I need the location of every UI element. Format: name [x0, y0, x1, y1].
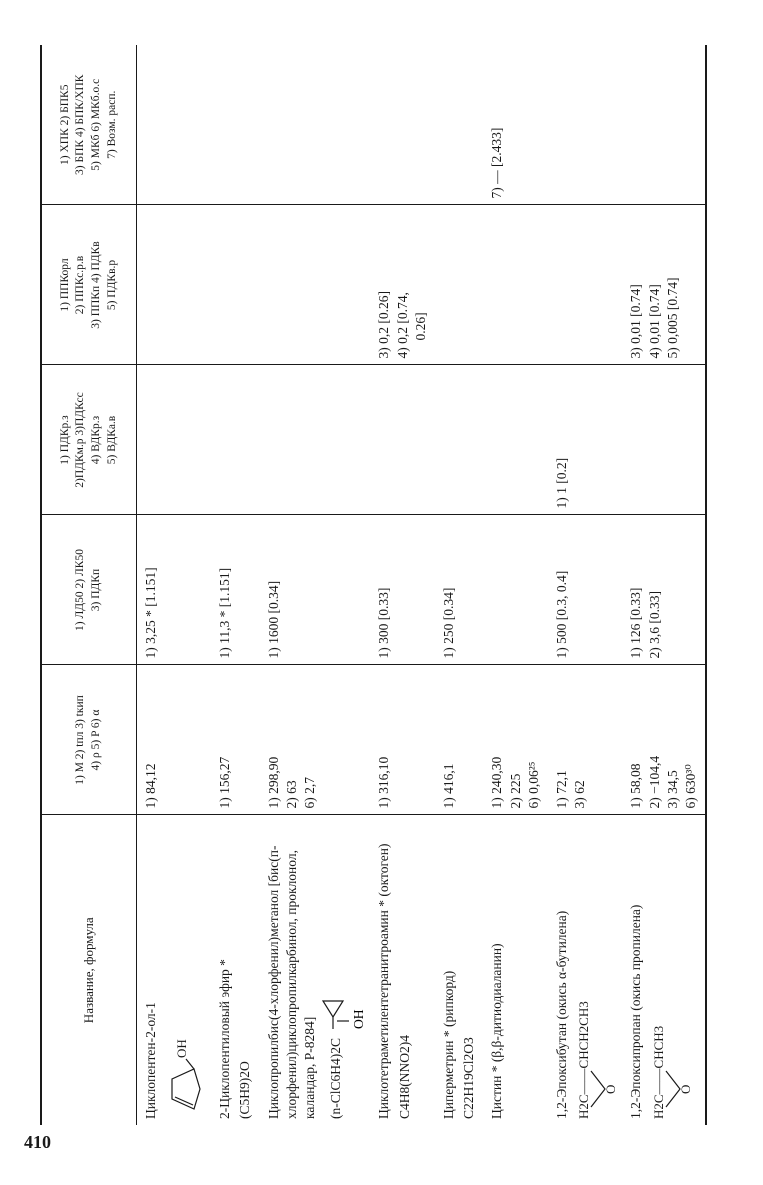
data-table	[40, 45, 707, 1125]
water-limits-cell: 3) 0,2 [0.26] 4) 0,2 [0.74, 0.26]	[370, 205, 435, 365]
toxicity-cell: 1) 3,25 * [1.151]	[137, 515, 212, 665]
compound-name: Циклотетраметилентетранитроамин * (октоген)	[376, 843, 392, 1119]
compound-name: 1,2-Эпоксибутан (окись α-бутилена)	[554, 910, 570, 1119]
compound-cell	[211, 815, 259, 1125]
svg-text:OH: OH	[174, 1039, 190, 1058]
compound-cell	[137, 815, 212, 1125]
header-row	[41, 45, 137, 1125]
water-limits-cell	[435, 205, 483, 365]
compound-formula: C22H19Cl2O3	[461, 1037, 477, 1119]
table-row	[137, 45, 212, 1125]
water-limits-cell	[211, 205, 259, 365]
physical-props-cell: 1) 84,12	[137, 665, 212, 815]
biodegradation-cell	[137, 45, 212, 205]
biodegradation-cell	[622, 45, 706, 205]
water-limits-cell	[483, 205, 548, 365]
svg-text:O: O	[677, 1084, 693, 1094]
svg-text:H2C——CHCH3: H2C——CHCH3	[650, 1025, 666, 1119]
physical-props-cell: 1) 58,08 2) −104,4 3) 34,5 6) 630³⁰	[622, 665, 706, 815]
page-number: 410	[24, 1132, 51, 1152]
physical-props-cell: 1) 156,27	[211, 665, 259, 815]
water-limits-cell	[548, 205, 622, 365]
water-limits-cell	[137, 205, 212, 365]
proclonol-structure	[319, 822, 365, 1120]
biodegradation-cell	[370, 45, 435, 205]
toxicity-cell: 1) 500 [0.3, 0.4]	[548, 515, 622, 665]
biodegradation-cell	[260, 45, 371, 205]
svg-text:H2C——CHCH2CH3: H2C——CHCH2CH3	[576, 1001, 592, 1119]
biodegradation-cell	[435, 45, 483, 205]
air-limits-cell: 1) 1 [0.2]	[548, 365, 622, 515]
air-limits-cell	[211, 365, 259, 515]
compound-cell	[483, 815, 548, 1125]
table-row	[211, 45, 259, 1125]
water-limits-cell: 3) 0,01 [0.74] 4) 0,01 [0.74] 5) 0,005 [0.74]	[622, 205, 706, 365]
physical-props-cell: 1) 416,1	[435, 665, 483, 815]
air-limits-cell	[622, 365, 706, 515]
air-limits-cell	[137, 365, 212, 515]
table-row	[370, 45, 435, 1125]
biodegradation-cell	[211, 45, 259, 205]
physical-props-cell: 1) 298,90 2) 63 6) 2,7	[260, 665, 371, 815]
rotated-table-container	[40, 45, 720, 1125]
table-row	[435, 45, 483, 1125]
compound-cell	[548, 815, 622, 1125]
physical-props-cell: 1) 240,30 2) 225 6) 0,06²⁵	[483, 665, 548, 815]
toxicity-cell: 1) 11,3 * [1.151]	[211, 515, 259, 665]
toxicity-cell: 1) 250 [0.34]	[435, 515, 483, 665]
cyclopropyl-structure-icon	[319, 951, 365, 1031]
physical-props-cell: 1) 316,10	[370, 665, 435, 815]
compound-cell	[370, 815, 435, 1125]
toxicity-cell: 1) 300 [0.33]	[370, 515, 435, 665]
biodegradation-cell	[548, 45, 622, 205]
compound-formula: (n-ClC6H4)2C	[328, 1038, 344, 1119]
epoxybutane-structure-icon	[575, 929, 619, 1119]
table-row	[483, 45, 548, 1125]
compound-name: 2-Циклопентиловый эфир *	[217, 959, 233, 1119]
header-name-formula: Название, формула	[81, 917, 97, 1024]
header-toxicity: 1) ЛД50 2) ЛК50 3) ПДКп	[41, 515, 137, 665]
compound-name: Цистин * (β,β-дитиодиаланин)	[489, 943, 505, 1119]
table-row	[622, 45, 706, 1125]
svg-text:OH: OH	[351, 1009, 367, 1029]
header-physical-props: 1) M 2) tпл 3) tкип 4) ρ 5) P 6) α	[41, 665, 137, 815]
epoxypropane-structure-icon	[650, 929, 693, 1119]
biodegradation-cell: 7) — [2.433]	[483, 45, 548, 205]
table-row	[548, 45, 622, 1125]
header-biodegradation: 1) ХПК 2) БПК5 3) БПК 4) БПК/ХПК 5) МКб 6) МКб.о.с 7) Возм. расп.	[41, 45, 137, 205]
toxicity-cell	[483, 515, 548, 665]
compound-formula: C4H8(NNO2)4	[396, 1035, 412, 1119]
compound-name: 1,2-Эпоксипропан (окись пропилена)	[628, 904, 644, 1119]
air-limits-cell	[483, 365, 548, 515]
compound-cell	[622, 815, 706, 1125]
compound-name: Циперметрин * (рипкорд)	[440, 970, 456, 1119]
air-limits-cell	[370, 365, 435, 515]
svg-text:O: O	[603, 1084, 619, 1094]
header-water-limits: 1) ППКорл 2) ППКс.р.в 3) ППКп 4) ПДКв 5) ПДКв.р	[41, 205, 137, 365]
cyclopentenol-structure-icon	[164, 999, 204, 1119]
compound-name: Циклопентен-2-ол-1	[143, 1002, 158, 1119]
compound-name: Циклопропилбис(4-хлорфенил)метанол [бис(п-хлорфенил)циклопропилкарбинол, проклонол, каландар, Р-8284]	[265, 845, 318, 1119]
toxicity-cell: 1) 126 [0.33] 2) 3,6 [0.33]	[622, 515, 706, 665]
compound-cell	[260, 815, 371, 1125]
toxicity-cell: 1) 1600 [0.34]	[260, 515, 371, 665]
header-air-limits: 1) ПДКр.з 2)ПДКм.р 3)ПДКсс 4) ВДКр.з 5) ВДКа.в	[41, 365, 137, 515]
compound-cell	[435, 815, 483, 1125]
table-row	[260, 45, 371, 1125]
air-limits-cell	[260, 365, 371, 515]
compound-formula: (C5H9)2O	[237, 1061, 253, 1119]
air-limits-cell	[435, 365, 483, 515]
physical-props-cell: 1) 72,1 3) 62	[548, 665, 622, 815]
water-limits-cell	[260, 205, 371, 365]
